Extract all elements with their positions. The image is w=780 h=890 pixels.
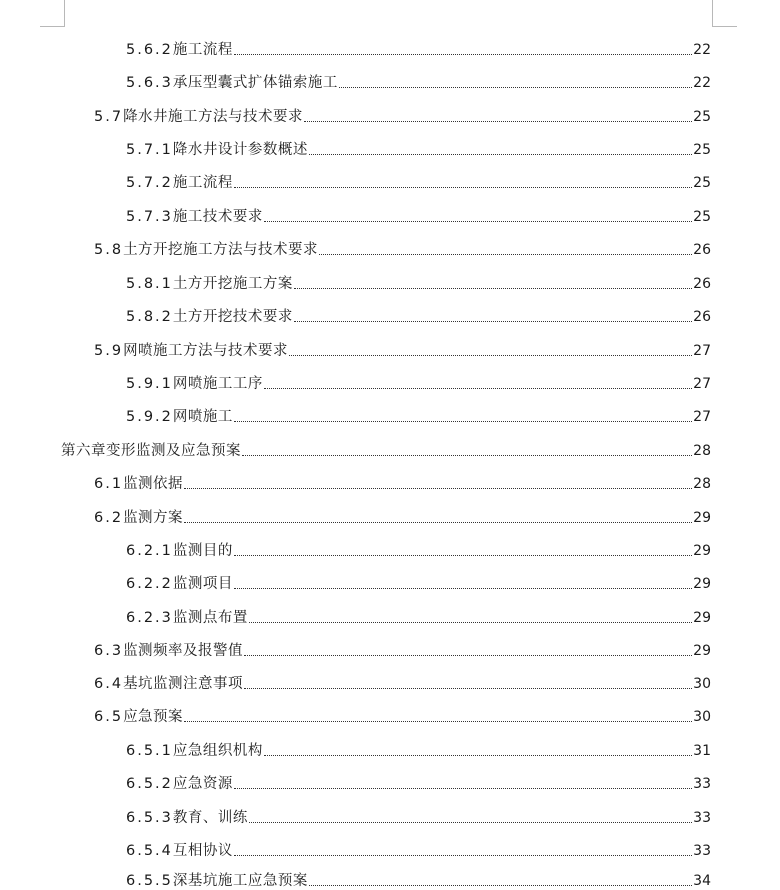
toc-entry[interactable] xyxy=(94,702,711,726)
toc-dot-leader xyxy=(294,288,692,289)
toc-entry-title: 网喷施工工序 xyxy=(172,376,263,392)
toc-entry-number: 5.7 xyxy=(94,109,124,125)
toc-dot-leader xyxy=(249,822,692,823)
toc-page-number: 33 xyxy=(693,810,711,826)
toc-entry-title: 监测频率及报警值 xyxy=(123,643,244,659)
toc-dot-leader xyxy=(184,721,692,722)
toc-entry[interactable] xyxy=(126,402,711,426)
toc-entry-title: 教育、训练 xyxy=(172,810,248,826)
toc-entry[interactable] xyxy=(126,603,711,627)
toc-entry[interactable] xyxy=(126,269,711,293)
toc-entry-number: 5.7.1 xyxy=(126,142,173,158)
toc-page-number: 27 xyxy=(693,409,711,425)
toc-entry-number: 6.5 xyxy=(94,709,124,725)
toc-entry-title: 土方开挖施工方案 xyxy=(172,276,293,292)
toc-page-number: 33 xyxy=(693,776,711,792)
toc-entry-title: 应急预案 xyxy=(123,709,184,725)
toc-entry-title: 降水井施工方法与技术要求 xyxy=(123,109,304,125)
toc-entry-number: 6.3 xyxy=(94,643,124,659)
toc-dot-leader xyxy=(234,421,692,422)
toc-entry[interactable] xyxy=(94,235,711,259)
toc-entry[interactable] xyxy=(126,168,711,192)
toc-entry-number: 6.2.2 xyxy=(126,576,173,592)
toc-entry-title: 土方开挖技术要求 xyxy=(172,309,293,325)
toc-page-number: 30 xyxy=(693,709,711,725)
toc-dot-leader xyxy=(264,755,692,756)
toc-entry-number: 6.5.2 xyxy=(126,776,173,792)
toc-page-number: 30 xyxy=(693,676,711,692)
toc-entry-number: 6.2.1 xyxy=(126,543,173,559)
toc-page-number: 22 xyxy=(693,42,711,58)
toc-entry-title: 监测点布置 xyxy=(172,610,248,626)
toc-page-number: 26 xyxy=(693,309,711,325)
toc-entry-number: 5.7.3 xyxy=(126,209,173,225)
toc-page-number: 28 xyxy=(693,443,711,459)
toc-entry-title: 监测依据 xyxy=(123,476,184,492)
toc-dot-leader xyxy=(184,488,692,489)
toc-dot-leader xyxy=(294,321,692,322)
toc-entry-title: 监测项目 xyxy=(172,576,233,592)
toc-entry-number: 6.4 xyxy=(94,676,124,692)
toc-dot-leader xyxy=(234,788,692,789)
toc-entry-title: 互相协议 xyxy=(172,843,233,859)
toc-entry[interactable] xyxy=(126,369,711,393)
toc-entry-title: 降水井设计参数概述 xyxy=(172,142,308,158)
toc-page-number: 29 xyxy=(693,610,711,626)
toc-entry[interactable] xyxy=(126,135,711,159)
toc-entry-number: 5.6.2 xyxy=(126,42,173,58)
toc-page-number: 29 xyxy=(693,576,711,592)
toc-dot-leader xyxy=(234,855,692,856)
toc-page-number: 29 xyxy=(693,643,711,659)
toc-page-number: 28 xyxy=(693,476,711,492)
toc-entry-title: 深基坑施工应急预案 xyxy=(172,873,308,889)
toc-page-number: 31 xyxy=(693,743,711,759)
toc-entry-title: 应急组织机构 xyxy=(172,743,263,759)
toc-entry[interactable] xyxy=(94,669,711,693)
toc-entry[interactable] xyxy=(94,636,711,660)
toc-entry[interactable] xyxy=(126,803,711,827)
toc-dot-leader xyxy=(264,221,692,222)
toc-dot-leader xyxy=(242,455,692,456)
toc-dot-leader xyxy=(244,688,692,689)
toc-entry-number: 5.8.1 xyxy=(126,276,173,292)
toc-entry-number: 6.2 xyxy=(94,510,124,526)
toc-entry[interactable] xyxy=(126,836,711,860)
toc-entry[interactable] xyxy=(94,336,711,360)
toc-entry-number: 5.7.2 xyxy=(126,175,173,191)
toc-entry-number: 6.5.3 xyxy=(126,810,173,826)
toc-entry[interactable] xyxy=(126,35,711,59)
toc-page-number: 27 xyxy=(693,343,711,359)
toc-page-number: 33 xyxy=(693,843,711,859)
toc-page-number: 29 xyxy=(693,510,711,526)
toc-page-number: 25 xyxy=(693,109,711,125)
toc-entry-title: 施工流程 xyxy=(172,175,233,191)
toc-dot-leader xyxy=(184,522,692,523)
toc-entry-number: 5.9 xyxy=(94,343,124,359)
toc-entry-number: 5.8 xyxy=(94,242,124,258)
toc-entry-number: 6.5.5 xyxy=(126,873,173,889)
toc-entry[interactable] xyxy=(126,569,711,593)
toc-entry-number: 5.8.2 xyxy=(126,309,173,325)
toc-page-number: 27 xyxy=(693,376,711,392)
toc-dot-leader xyxy=(234,54,692,55)
toc-entry-number: 6.5.1 xyxy=(126,743,173,759)
toc-entry-title: 网喷施工方法与技术要求 xyxy=(123,343,289,359)
toc-page-number: 26 xyxy=(693,242,711,258)
toc-entry-number: 5.9.2 xyxy=(126,409,173,425)
toc-page-number: 26 xyxy=(693,276,711,292)
toc-entry-number: 5.6.3 xyxy=(126,75,173,91)
toc-dot-leader xyxy=(244,655,692,656)
toc-entry-title: 变形监测及应急预案 xyxy=(106,443,241,459)
toc-entry-number: 6.1 xyxy=(94,476,124,492)
toc-entry-title: 监测方案 xyxy=(123,510,184,526)
toc-entry[interactable] xyxy=(94,503,711,527)
toc-dot-leader xyxy=(309,154,692,155)
toc-page-number: 34 xyxy=(693,873,711,889)
toc-entry-title: 土方开挖施工方法与技术要求 xyxy=(123,242,319,258)
toc-entry-number: 6.2.3 xyxy=(126,610,173,626)
toc-dot-leader xyxy=(289,355,692,356)
toc-entry[interactable] xyxy=(126,536,711,560)
toc-entry[interactable] xyxy=(94,469,711,493)
toc-entry[interactable] xyxy=(126,302,711,326)
toc-entry-title: 应急资源 xyxy=(172,776,233,792)
toc-dot-leader xyxy=(234,588,692,589)
toc-entry[interactable] xyxy=(126,202,711,226)
crop-mark-right xyxy=(712,0,737,27)
toc-entry-title: 网喷施工 xyxy=(172,409,233,425)
toc-dot-leader xyxy=(249,622,692,623)
toc-dot-leader xyxy=(319,254,692,255)
toc-entry[interactable] xyxy=(94,102,711,126)
toc-entry-number: 6.5.4 xyxy=(126,843,173,859)
toc-entry[interactable] xyxy=(126,68,711,92)
toc-entry[interactable] xyxy=(126,769,711,793)
toc-dot-leader xyxy=(264,388,692,389)
toc-page-number: 25 xyxy=(693,175,711,191)
toc-entry[interactable] xyxy=(126,866,711,890)
toc-dot-leader xyxy=(339,87,692,88)
toc-dot-leader xyxy=(234,187,692,188)
toc-entry-title: 监测目的 xyxy=(172,543,233,559)
toc-entry-title: 承压型囊式扩体锚索施工 xyxy=(172,75,338,91)
toc-dot-leader xyxy=(304,121,692,122)
toc-page-number: 25 xyxy=(693,209,711,225)
toc-page-number: 29 xyxy=(693,543,711,559)
toc-entry[interactable] xyxy=(126,736,711,760)
toc-chapter-label: 第六章 xyxy=(61,443,106,459)
toc-entry[interactable] xyxy=(61,436,711,460)
toc-dot-leader xyxy=(234,555,692,556)
toc-entry-title: 施工流程 xyxy=(172,42,233,58)
toc-page-number: 22 xyxy=(693,75,711,91)
crop-mark-left xyxy=(40,0,65,27)
toc-entry-title: 施工技术要求 xyxy=(172,209,263,225)
toc-entry-number: 5.9.1 xyxy=(126,376,173,392)
toc-entry-title: 基坑监测注意事项 xyxy=(123,676,244,692)
toc-page-number: 25 xyxy=(693,142,711,158)
toc-dot-leader xyxy=(309,885,692,886)
